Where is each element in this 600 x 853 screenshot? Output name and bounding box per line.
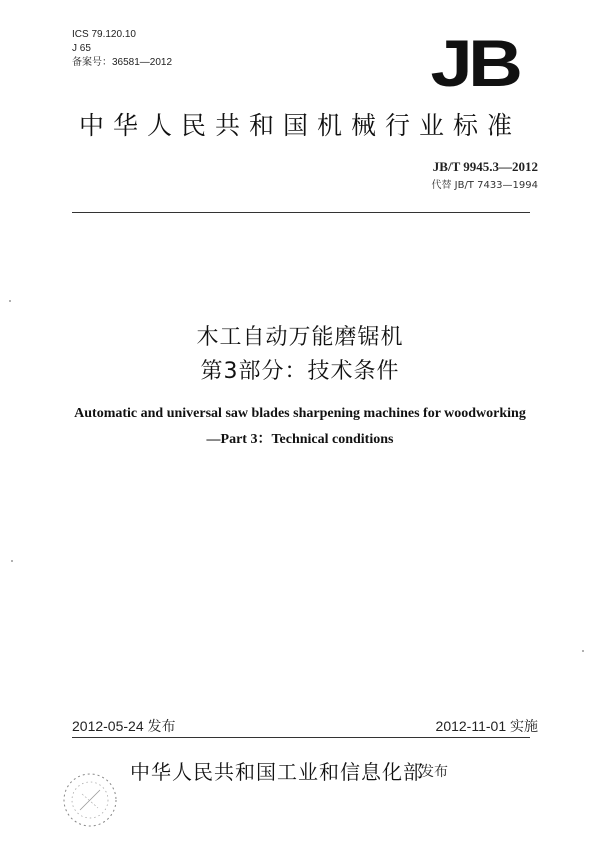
header-divider	[72, 212, 530, 213]
scan-speck	[9, 300, 11, 302]
jb-logo: JB	[430, 26, 518, 100]
scan-speck	[11, 560, 13, 562]
title-cn-line2: 第3部分：技术条件	[200, 359, 400, 384]
replaces-standard: 代替 JB/T 7433—1994	[431, 180, 538, 191]
title-en-line1: Automatic and universal saw blades sharpening machines for woodworking	[74, 406, 526, 421]
issue-date: 2012-05-24 发布	[72, 718, 176, 734]
publisher-name: 中华人民共和国工业和信息化部	[130, 760, 424, 784]
ccs-code: J 65	[72, 43, 91, 54]
record-number: 备案号：36581—2012	[72, 57, 173, 68]
organization-title: 中华人民共和国机械行业标准	[78, 111, 521, 140]
standard-number: JB/T 9945.3—2012	[432, 159, 538, 174]
title-en-line2: —Part 3：Technical conditions	[206, 432, 394, 447]
ics-code: ICS 79.120.10	[72, 29, 136, 40]
publisher-suffix: 发布	[420, 764, 448, 780]
official-seal-icon	[60, 770, 120, 830]
footer-divider	[72, 737, 530, 738]
implementation-date: 2012-11-01 实施	[435, 718, 538, 734]
title-cn-line1: 木工自动万能磨锯机	[196, 325, 404, 350]
scan-speck	[582, 650, 584, 652]
